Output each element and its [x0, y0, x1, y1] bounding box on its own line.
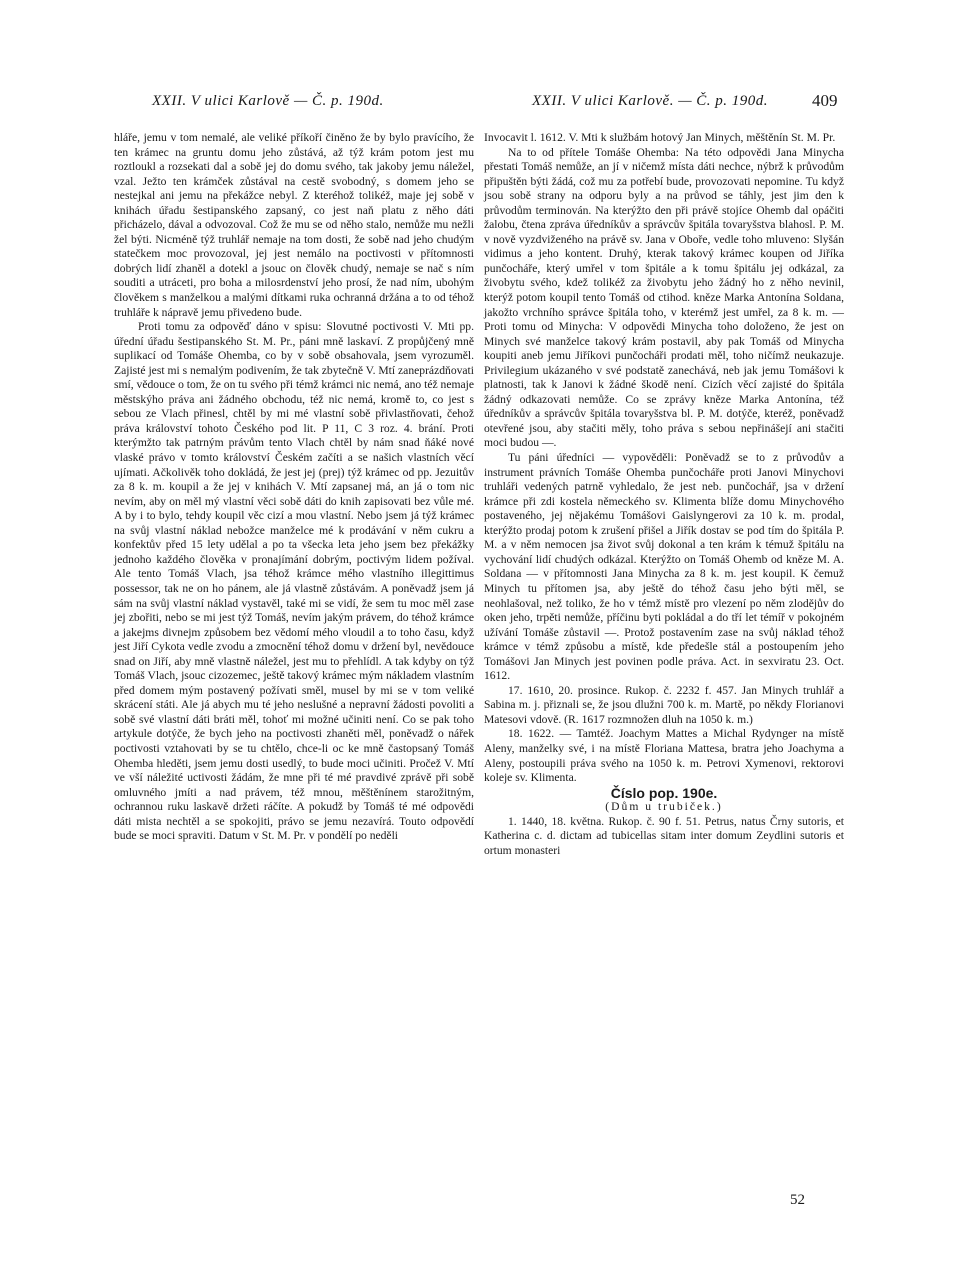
right-column [484, 131, 844, 858]
paragraph: 17. 1610, 20. prosince. Rukop. č. 2232 f. 457. Jan Minych truhlář a Sabina m. j. přiznali se, že jsou dlužni 700 k. m. Martě, po někdy Florianovi Matesovi vdově. (R. 1617 rozmnožen dluh na 1050 k. m.) [484, 683, 844, 726]
running-header-right: XXII. V ulici Karlově. — Č. p. 190d. [532, 93, 769, 109]
paragraph: Invocavit l. 1612. V. Mti k službám hotový Jan Minych, měštěnín St. M. Pr. [484, 131, 836, 144]
section-title: Číslo pop. 190e. [610, 784, 718, 801]
paragraph: 18. 1622. — Tamtéž. Joachym Mattes a Michal Rydynger na místě Aleny, manželky své, i na místě Floriana Mattesa, bratra jeho Joachyma a Aleny, postoupili práva svého na 1050 k. m. Petrovi Xymenovi, rektorovi koleje sv. Klimenta. [484, 727, 844, 785]
paragraph: 1. 1440, 18. května. Rukop. č. 90 f. 51. Petrus, natus Črny sutoris, et Katherina c. d. dictam ad tubicellas sitam inter domum Zeydlini sutoris et ortum monasteri [484, 814, 844, 857]
paragraph: Proti tomu za odpověď dáno v spisu: Slovutné poctivosti V. Mti pp. úřední úřadu šestipanského St. M. Pr., páni mně laskaví. Z propůjčený mně suplikací od Tomáše Ohemba, co by v sobě obsahovala, jsem vyrozuměl. Zajisté jest mi s nemalým podivením, že tak zbytečně V. Mtí zaneprázdňovati smí, vědouce o tom, že on tu svého při témž krámci nic nemá, ano též nemaje městskýho práva ani žádného obchodu, též nic nemá, kromě to, co jest s sebou ze Vlach přinesl, chtěl by mi mé vlastní sobě přivlastňovati, čehož práva království tohoto Českého pod lit. P 11, C 3 roz. 4. brání. Proti kterýmžto tak patrným právům tento Vlach chtěl by nám snad ňáké nové vlaské právo v tomto království Českém začíti a se našich vlastních věcí ujímati. Ačkolivěk toho dokládá, že jest jej (prej) týž krámec od pp. Jezuitův za 8 k. m. koupil a že jej v knihách V. Mtí zapsanej má, an já o tom nic nevím, aby on měl mý vlastní věci sobě dáti do knih zapisovati bez vůle mé. A by i to bylo, tehdy koupil věc cizí a mou vlastní. Nebo jsem já týž krámec na svůj vlastní náklad nebožce manželce mé k prodávání v něm cukru a konfektův před 15 lety udělal a po ta všecka leta jeho jsem bez překážky jednoho každého člověka v pronajímání dobrým, poctivým lidem požíval. Ale tento Tomáš Vlach, jsa téhož krámce mého vlastního illegittimus possessor, tak ne on ho pánem, ale já vlastně zůstávám. A poněvadž jsem já sám na svůj vlastní náklad vystavěl, také mi se vidí, že sem tu moc měl zase jej zbořiti, nebo se mi jest týž Tomáš, nevím jakým právem, do téhož krámce a jakejms divnejm způsobem bez vědomí mého vloudil a to toho času, když jest Jiří Cykota vedle zvodu a zmocnění téhož domu v držení byl, nevědouce snad on Jiří, aby mně vlastně náležel, jest mu to přehlídl. A tak kdyby on týž Tomáš Vlach, jsouc cizozemec, ještě takový krámec mým nákladem vlastním před domem mým postavený požívati směl, musel by mi se v tom veliké skrácení státi. Ale já abych mu té jeho neslušné a nepravní žádosti povoliti a sobě své vlastní dáti bráti měl, tohoť mi možné učiniti není. Co se pak toho artykule dotýče, že bych jeho na poctivosti zhaněti měl, poněvadž o nářek poctivosti vztahovati by se tu chtělo, chce-li oc ke mně častopsaný Tomáš Ohemba hleděti, jsem jemu dosti usedlý, to bude moci učiniti. Pročež V. Mtí ve vší náležité uctivosti žádám, že mne při té mé pravdivé zprávě při sobě omluvného jmíti a nad právem, též mnou, měštěnínem starožitným, ochrannou ruku laskavě držeti ráčíte. A pokudž by Tomáš té mé odpovědi dáti mista nechtěl a se spokojiti, právo se jemu nezavírá. Touto odpovědí bude se moci spraviti. Datum v St. M. Pr. v pondělí po neděli [114, 320, 474, 843]
running-header-left: XXII. V ulici Karlově — Č. p. 190d. [152, 93, 384, 109]
signature-mark: 52 [790, 1192, 805, 1208]
section-subtitle: (Dům u trubiček.) [605, 800, 723, 814]
paragraph: Na to od přítele Tomáše Ohemba: Na této odpovědi Jana Minycha přestati Tomáš nemůže, an jí v ničemž místa dáti nechce, nýbrž k průvodům připuštěn býti žádá, což mu za potřebí bude, provozovati nepomine. Tu když jsou sobě strany na odporu byly a na průvod se táhly, jest jim den k průvodům terminován. Na kterýžto den při právě stojíce Ohemb dal opáčiti žalobu, čtena zpráva úředníkův a správcův špitála tovaryšstva blahosl. P. M. v nově vyzdviženého na právě sv. Jana v Oboře, vedle toho mluveno: Slyšán vidimus a jeho kontent. Druhý, kterak takový krámec koupen od Jiříka punčocháře, který umřel v tom špitále a k tomu špitálu jej odkázal, za živobytu svého, kdež tolikéž za živobytu jeho žádný ho z něho nevinil, kterýž potom koupil tento Tomáš od ctihod. kněze Marka Antonína Soldana, jakožto vrchního správce špitála toho, v kterémž jest umřel, za 8 k. m. — Proti tomu od Minycha: V odpovědi Minycha toho doloženo, že jest on Minych své manželce takový krám postavil, aby pak Tomáš od Minycha koupiti aneb jemu Jiříkovi punčocháři prodati měl, toho ničímž neukazuje. Privilegium ukázaného v své podstatě zanechává, neb jak jemu Tomášovi k platnosti, tak k Janovi k žádné škodě není. Cizích věcí zajisté do špitála žádný odkazovati nemůže. Co se zprávy kněze Marka Antonína, též úředníkův a správcův špitála tovaryšstva bl. P. M. dotýče, kteréž, poněvadž otevřené jsou, aby stačiti měly, toho práva s sebou nepřinášejí ani stačiti moci budou —. [484, 145, 844, 450]
paragraph: hláře, jemu v tom nemalé, ale veliké příkoří činěno že by bylo pravícího, že ten krámec na gruntu domu jeho zůstává, až týž krám potom jest mu roztloukl a rozsekati dal a sobě jej do domu svého, tak jakoby jemu náležel, vzal. Ježto ten krámček zůstával na cestě svobodný, s domem jeho se nestejkal ani jemu na překážce nebyl. Z kteréhož tolikéž, maje jej sobě v knihách úřadu šestipanského zapsaný, co jest naň platu z něho dáti přicházelo, dával a odvozoval. Což že mu se od něho stalo, nemůže mu nežli žel býti. Nicméně týž truhlář nemaje na tom dosti, že sobě nad jeho chudým statečkem moc provozoval, jej jest nemálo na poctivosti v přítomnosti dobrých lidí zhaněl a dotekl a jsouc on člověk chudý, nemaje se nač s ním souditi a utráceti, pro boha a milosrdenství jeho prosí, že nad ním, ubohým člověkem s manželkou a malými dítkami ruka ochranná držána a to od téhož truhláře k nápravě jemu přivedeno bude. [114, 131, 474, 319]
left-column [114, 131, 474, 844]
paragraph: Tu páni úředníci — vypověděli: Poněvadž se to z průvodův a instrument právních Tomáše Ohemba punčocháře proti Janovi Minychovi truhláři vedených patrně vyhledalo, že jest neb. punčochář, jsa v držení krámce při zdi kostela německého sv. Klimenta blíže domu Minychového postaveného, jej nějakému Tomášovi Gaislyngerovi za 10 k. m. prodal, kterýžto prodaj potom k zrušení přišel a Jiřík dostav se pod tím do špitála P. M. a v něm nemocen jsa život svůj dokonal a ten krám k témuž špitálu na vychování lidí chudých odkázal. Kterýžto on Tomáš Ohemb od kněze M. A. Soldana — v přítomnosti Jana Minycha za 8 k. m. jest koupil. K čemuž Minych tu přítomen jsa, aby ještě do téhož času jeho býti měl, se neohlašoval, než toliko, že ho v témž místě pro vlezení po něm zlodějův do oken jeho, trpěti nemůže, příčinu byti pokládal a do tří let témíř v pokojném užívání Tomáše zůstavil —. Protož postavením zase na svůj náklad téhož krámce v témž způsobu a místě, kde předešle stál a postoupením jeho Tomášovi Jan Minych jest povinen podle práva. Act. in sexviratu 23. Oct. 1612. [484, 451, 844, 683]
page-number: 409 [812, 91, 838, 110]
